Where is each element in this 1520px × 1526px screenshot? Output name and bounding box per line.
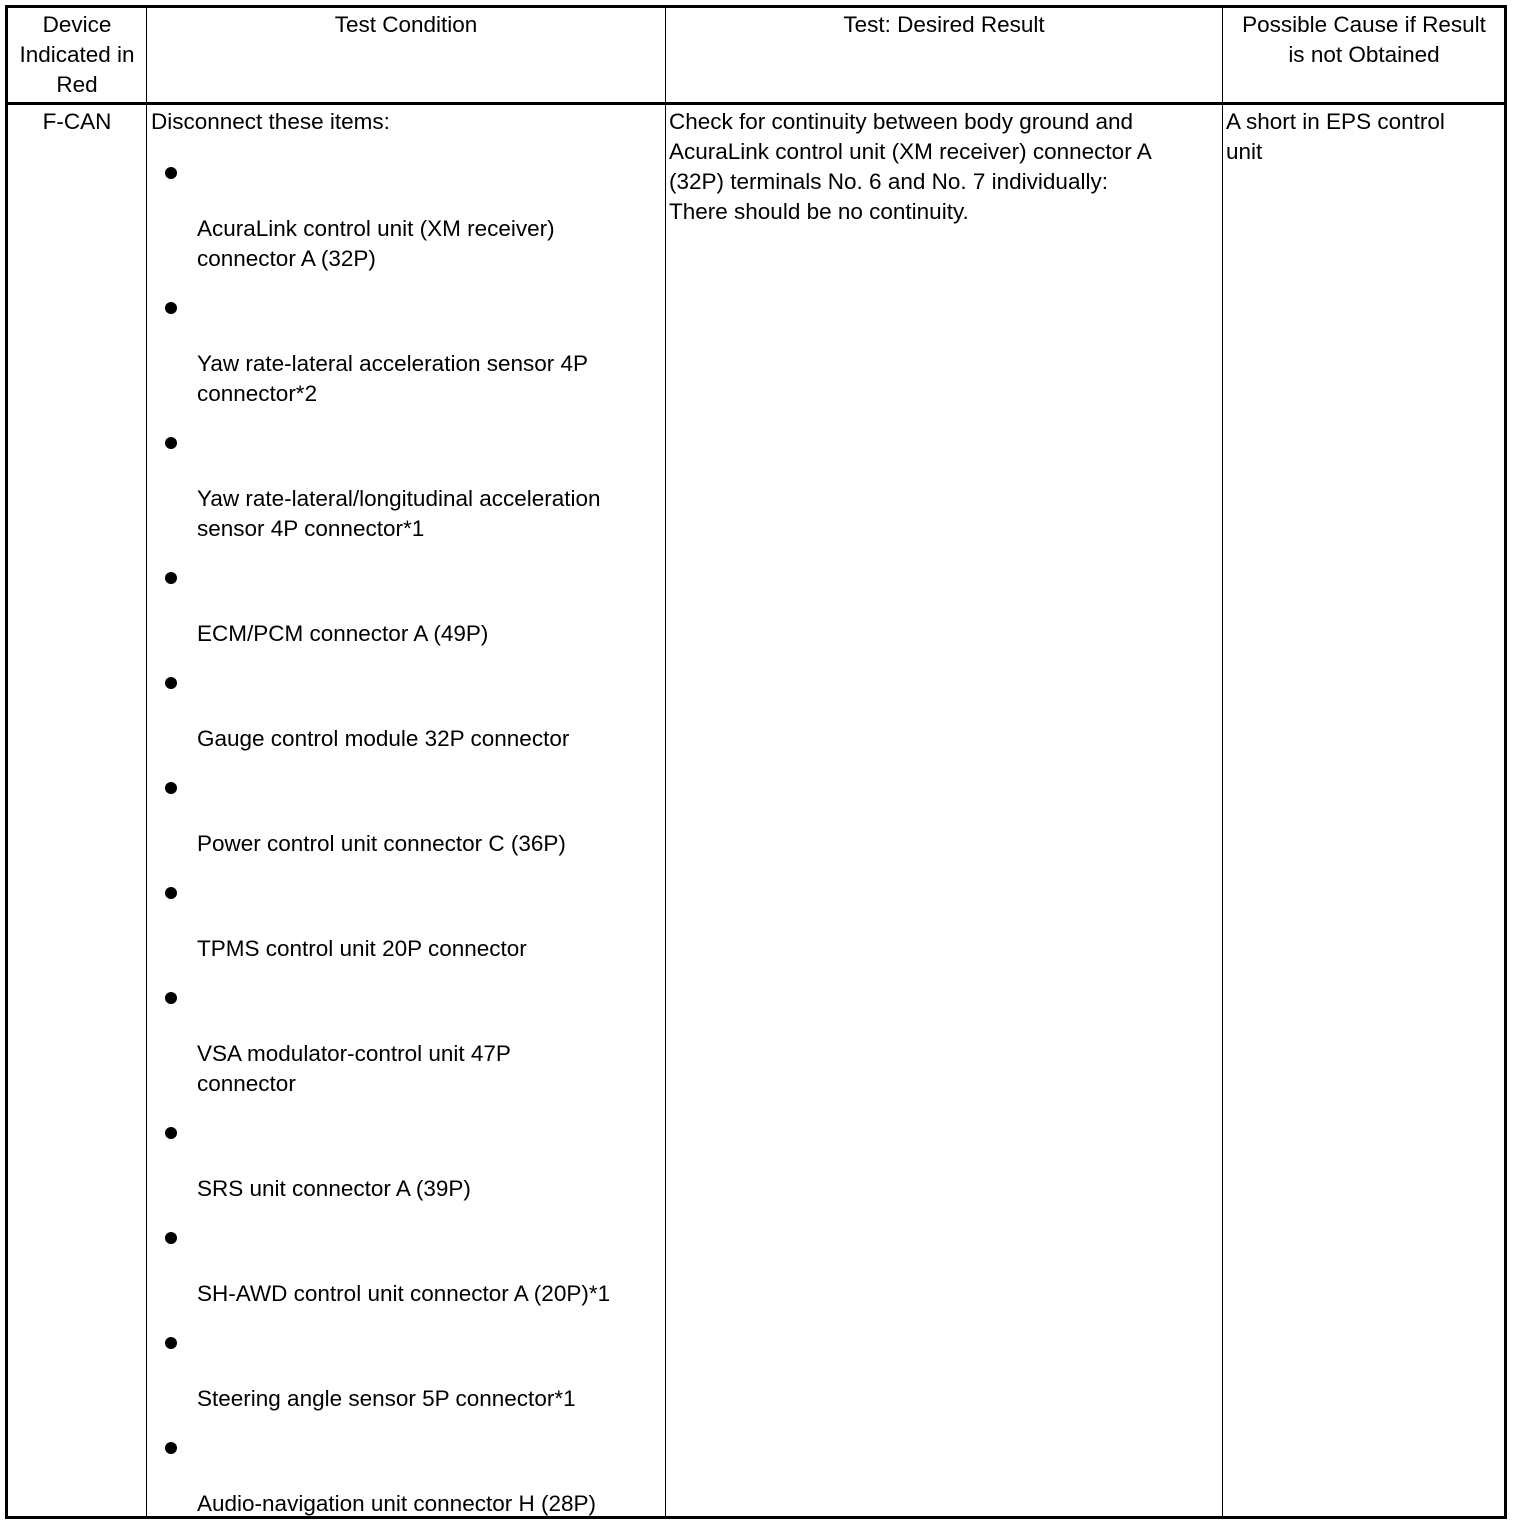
condition-item-label: VSA modulator-control unit 47P connector xyxy=(197,1041,511,1096)
condition-item-label: SRS unit connector A (39P) xyxy=(197,1176,471,1201)
header-divider xyxy=(8,102,1504,105)
column-divider-3 xyxy=(1222,8,1223,1516)
bullet-icon xyxy=(165,677,177,689)
bullet-icon xyxy=(165,992,177,1004)
header-desired-result: Test: Desired Result xyxy=(843,12,1045,37)
desired-result-text: Check for continuity between body ground and AcuraLink control unit (XM receiver) connector A (32P) terminals No. 6 and No. 7 individually: There should be no continuity. xyxy=(669,109,1152,224)
row-device: F-CAN xyxy=(42,109,112,134)
test-condition-cell xyxy=(147,107,665,1517)
condition-item-label: Audio-navigation unit connector H (28P) xyxy=(197,1491,596,1516)
bullet-icon xyxy=(165,1337,177,1349)
header-device: Device Indicated in Red xyxy=(19,12,135,97)
diagnostic-table xyxy=(5,5,1507,1519)
header-possible-cause: Possible Cause if Result is not Obtained xyxy=(1242,12,1486,67)
bullet-icon xyxy=(165,302,177,314)
condition-item-label: SH-AWD control unit connector A (20P)*1 xyxy=(197,1281,611,1306)
header-test-condition: Test Condition xyxy=(334,12,478,37)
condition-item-label: Yaw rate-lateral/longitudinal acceleration sensor 4P connector*1 xyxy=(197,486,601,541)
condition-item-label: ECM/PCM connector A (49P) xyxy=(197,621,489,646)
bullet-icon xyxy=(165,437,177,449)
bullet-icon xyxy=(165,782,177,794)
bullet-icon xyxy=(165,167,177,179)
condition-item-label: Gauge control module 32P connector xyxy=(197,726,570,751)
condition-intro: Disconnect these items: xyxy=(151,109,390,134)
condition-item-label: Yaw rate-lateral acceleration sensor 4P connector*2 xyxy=(197,351,589,406)
bullet-icon xyxy=(165,1127,177,1139)
condition-item-label: AcuraLink control unit (XM receiver) connector A (32P) xyxy=(197,216,555,271)
bullet-icon xyxy=(165,572,177,584)
condition-item-label: Steering angle sensor 5P connector*1 xyxy=(197,1386,576,1411)
possible-cause-text: A short in EPS control unit xyxy=(1226,109,1445,164)
condition-item-label: TPMS control unit 20P connector xyxy=(197,936,527,961)
condition-item-label: Power control unit connector C (36P) xyxy=(197,831,566,856)
bullet-icon xyxy=(165,887,177,899)
bullet-icon xyxy=(165,1442,177,1454)
bullet-icon xyxy=(165,1232,177,1244)
